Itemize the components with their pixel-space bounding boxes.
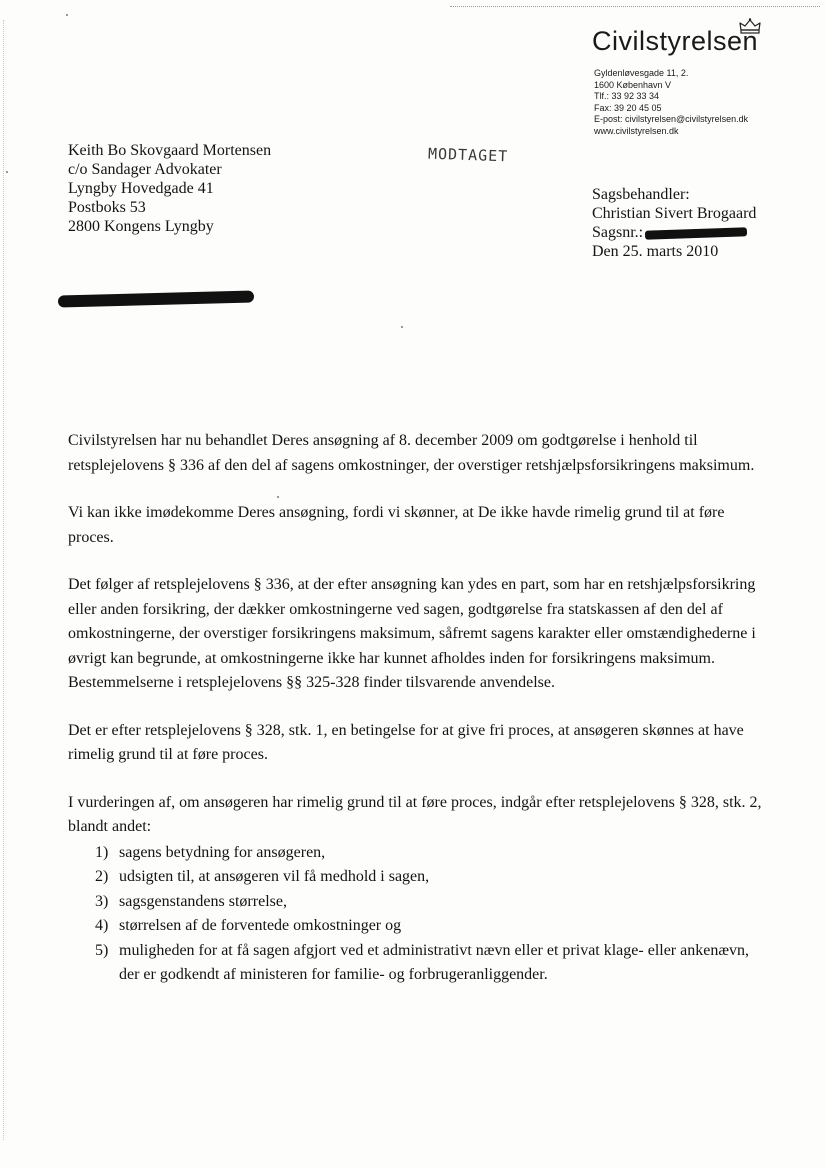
authority-address [594,68,748,138]
address-website: www.civilstyrelsen.dk [594,125,679,136]
list-item [68,914,768,939]
handler-label: Sagsbehandler: [592,186,690,203]
list-item-number: 1) [95,843,109,861]
received-stamp: MODTAGET [427,144,509,166]
case-number-row [592,223,756,242]
list-item-number: 5) [95,941,109,959]
body-paragraph: Civilstyrelsen har nu behandlet Deres ansøgning af 8. december 2009 om godtgørelse i henhold til retsplejelovens § 336 af den del af sagens omkostninger, der overstiger retshjælpsforsikringens maksimum. [68,432,755,474]
letter-body [68,429,768,988]
scan-speck [401,326,403,328]
recipient-name: Keith Bo Skovgaard Mortensen [68,142,272,159]
list-item-number: 3) [95,892,109,910]
body-paragraph: Det følger af retsplejelovens § 336, at der efter ansøgning kan ydes en part, som har en retshjælpsforsikring eller anden forsikring, der dækker omkostningerne ved sagen, godtgørelse fra statskassen af den del af omkostningerne, der overstiger forsikringens maksimum, såfremt sagens karakter eller omstændighederne i øvrigt kan begrunde, at omkostningerne ikke har kunnet afholdes inden for forsikringens maksimum. Bestemmelserne i retsplejelovens §§ 325-328 finder tilsvarende anvendelse. [68,576,756,691]
recipient-line: c/o Sandager Advokater [68,161,222,178]
body-paragraph: I vurderingen af, om ansøgeren har rimelig grund til at føre proces, indgår efter retsplejelovens § 328, stk. 2, blandt andet: [68,793,762,835]
handler-name: Christian Sivert Brogaard [592,205,757,222]
case-number-redaction [645,227,747,240]
list-item-number: 2) [95,868,109,885]
scan-speck [66,14,68,16]
list-item-text: størrelsen af de forventede omkostninger og [119,917,402,934]
list-item-text: udsigten til, at ansøgeren vil få medhold i sagen, [119,868,430,885]
list-item-number: 4) [95,917,109,934]
list-item [68,841,768,866]
scan-speck [6,171,8,173]
list-item-text: sagens betydning for ansøgeren, [119,843,326,861]
authority-name: Civilstyrelsen [592,26,759,56]
recipient-line: 2800 Kongens Lyngby [68,218,214,235]
reference-redaction [58,290,254,307]
recipient-line: Postboks 53 [68,199,146,216]
address-phone: Tlf.: 33 92 33 34 [594,91,660,102]
list-item [68,890,768,915]
scan-border-top [450,6,820,7]
case-info [592,185,756,261]
list-item [68,939,768,988]
address-fax: Fax: 39 20 45 05 [594,102,662,113]
list-item-text: sagsgenstandens størrelse, [119,892,287,910]
letter-date: Den 25. marts 2010 [592,243,719,260]
list-item [68,865,768,890]
address-email: E-post: civilstyrelsen@civilstyrelsen.dk [594,114,749,125]
address-street: Gyldenløvesgade 11, 2. [594,68,689,78]
case-number-label: Sagsnr.: [592,224,644,241]
criteria-list [68,841,768,988]
body-paragraph: Det er efter retsplejelovens § 328, stk. 1, en betingelse for at give fri proces, at ansøgeren skønnes at have rimelig grund til at føre proces. [68,721,744,763]
list-item-text: muligheden for at få sagen afgjort ved et administrativt nævn eller et privat klage- eller ankenævn, der er godkendt af ministeren for familie- og forbrugeranliggender. [119,941,750,983]
body-paragraph: Vi kan ikke imødekomme Deres ansøgning, fordi vi skønner, at De ikke havde rimelig grund til at føre proces. [68,504,725,546]
address-city: 1600 København V [594,79,672,90]
recipient-line: Lyngby Hovedgade 41 [68,180,214,197]
recipient-address [68,141,271,236]
scan-margin-line [3,20,4,1140]
